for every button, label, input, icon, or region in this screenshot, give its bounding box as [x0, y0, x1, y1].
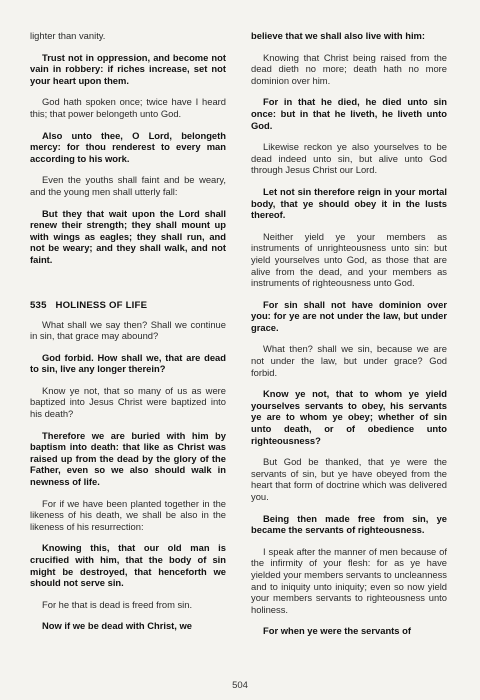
- section-title: HOLINESS OF LIFE: [55, 299, 148, 311]
- verse-paragraph: Being then made free from sin, ye became the servants of righteousness.: [251, 512, 447, 536]
- verse-paragraph: Likewise reckon ye also yourselves to be dead indeed unto sin, but alive unto God through Jesus Christ our Lord.: [251, 141, 447, 176]
- verse-paragraph: Now if we be dead with Christ, we: [42, 620, 193, 632]
- verse-paragraph: But God be thanked, that ye were the servants of sin, but ye have obeyed from the heart that form of doctrine which was delivered you.: [251, 456, 447, 502]
- verse-paragraph: Knowing this, that our old man is crucified with him, that the body of sin might be destroyed, that henceforth we should not serve sin.: [30, 542, 226, 589]
- right-column: [251, 30, 447, 647]
- verse-paragraph: What then? shall we sin, because we are not under the law, but under grace? God forbid.: [251, 343, 447, 378]
- verse-paragraph: Even the youths shall faint and be weary, and the young men shall utterly fall:: [30, 174, 226, 197]
- verse-paragraph: For he that is dead is freed from sin.: [42, 598, 193, 610]
- verse-paragraph: Trust not in oppression, and become not vain in robbery: if riches increase, set not your heart upon them.: [30, 51, 226, 86]
- verse-paragraph: Also unto thee, O Lord, belongeth mercy: for thou renderest to every man according to his work.: [30, 129, 226, 164]
- verse-paragraph: believe that we shall also live with him:: [251, 30, 426, 41]
- verse-paragraph: Knowing that Christ being raised from the dead dieth no more; death hath no more dominion over him.: [251, 51, 447, 86]
- verse-paragraph: Neither yield ye your members as instruments of unrighteousness unto sin: but yield yourselves unto God, as those that are alive from the dead, and your members as instruments of righteousness unto God.: [251, 230, 447, 289]
- verse-paragraph: Know ye not, that to whom ye yield yourselves servants to obey, his servants ye are to whom ye obey; whether of sin unto death, or of obedience unto righteousness?: [251, 388, 447, 446]
- section-number: 535: [30, 299, 47, 311]
- verse-paragraph: Know ye not, that so many of us as were baptized into Jesus Christ were baptized into his death?: [30, 384, 226, 420]
- verse-paragraph: I speak after the manner of men because of the infirmity of your flesh: for as ye have yielded your members servants to uncleanness and to iniquity unto iniquity; even so now yield your members servants to righteousness unto holiness.: [251, 545, 447, 615]
- verse-paragraph: For if we have been planted together in the likeness of his death, we shall be also in the likeness of his resurrection:: [30, 497, 226, 532]
- verse-paragraph: God hath spoken once; twice have I heard this; that power belongeth unto God.: [30, 96, 226, 119]
- verse-paragraph: God forbid. How shall we, that are dead to sin, live any longer therein?: [30, 351, 226, 375]
- verse-paragraph: What shall we say then? Shall we continue in sin, that grace may abound?: [30, 318, 226, 342]
- left-top-paragraphs: [30, 30, 226, 266]
- verse-paragraph: For sin shall not have dominion over you: for ye are not under the law, but under grace.: [251, 298, 447, 333]
- verse-paragraph: Therefore we are buried with him by baptism into death: that like as Christ was raised up from the dead by the glory of the Father, even so we also should walk in newness of life.: [30, 429, 226, 488]
- verse-paragraph: But they that wait upon the Lord shall renew their strength; they shall mount up with wings as eagles; they shall run, and not be weary; and they shall walk, and not faint.: [30, 207, 226, 265]
- right-paragraphs: [251, 30, 447, 637]
- left-column: [30, 30, 226, 642]
- verse-paragraph: For when ye were the servants of: [263, 625, 411, 637]
- section-heading: [30, 300, 226, 311]
- verse-paragraph: Let not sin therefore reign in your mortal body, that ye should obey it in the lusts thereof.: [251, 185, 447, 221]
- page-number: 504: [232, 680, 248, 691]
- verse-paragraph: lighter than vanity.: [30, 30, 106, 41]
- verse-paragraph: For in that he died, he died unto sin once: but in that he liveth, he liveth unto God.: [251, 96, 447, 131]
- left-bottom-paragraphs: [30, 319, 226, 632]
